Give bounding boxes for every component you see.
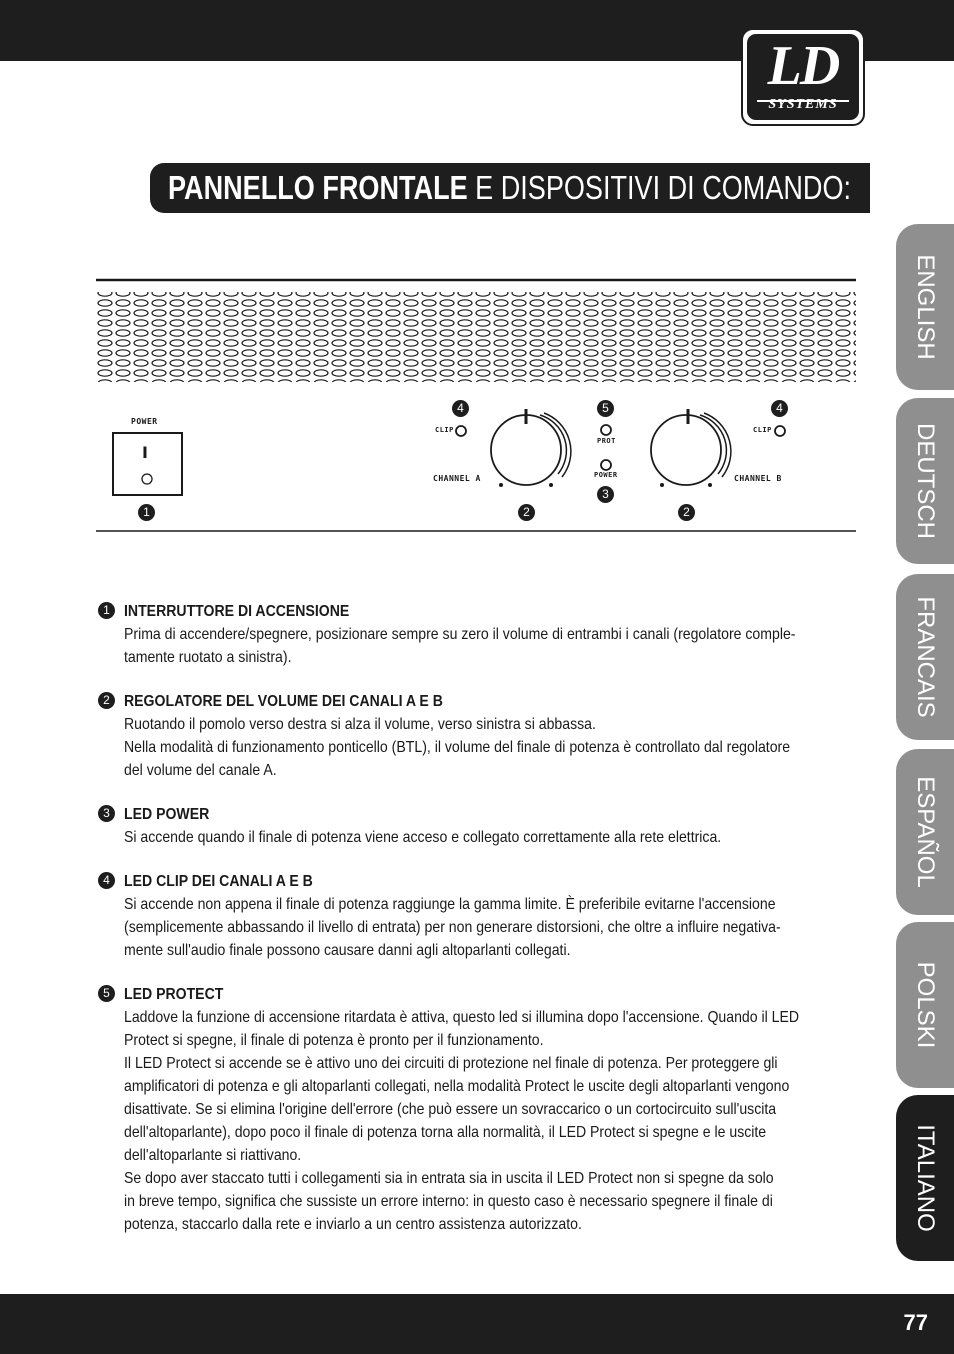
tab-francais[interactable]: [896, 574, 954, 740]
descriptions: [96, 600, 856, 1257]
ld-systems-logo: [741, 28, 865, 126]
item-text-line: mente sull'audio finale possono causare danni agli altoparlanti collegati.: [124, 942, 571, 959]
item-text-line: tamente ruotato a sinistra).: [124, 649, 292, 666]
logo-background: [747, 34, 859, 120]
callout-badge-1: 1: [138, 504, 155, 521]
callout-badge-2a: 2: [518, 504, 535, 521]
tab-francais-label: FRANCAIS: [912, 596, 939, 718]
callout-badge-3: 3: [597, 486, 614, 503]
power-led: [601, 460, 611, 470]
item-number-badge: 5: [98, 985, 115, 1002]
page-number: 77: [903, 1310, 928, 1335]
prot-label: PROT: [597, 437, 616, 445]
power-led-label: POWER: [594, 471, 618, 479]
item-text-line: disattivate. Se si elimina l'origine dell'errore (che può essere un sovraccarico o un cortocircuito sull'uscita: [124, 1101, 777, 1118]
clip-a-label: CLIP: [435, 426, 454, 434]
channel-a-label: CHANNEL A: [433, 474, 481, 483]
clip-a-led: [456, 426, 466, 436]
page-title-bold: PANNELLO FRONTALE: [168, 169, 468, 206]
page-title-rest: E DISPOSITIVI DI COMANDO:: [467, 169, 852, 206]
tab-italiano-label: ITALIANO: [912, 1124, 939, 1232]
description-item-3: [96, 803, 856, 849]
bottom-bar: [0, 1294, 954, 1354]
tab-polski[interactable]: [896, 922, 954, 1088]
item-text-line: Il LED Protect si accende se è attivo uno dei circuiti di protezione nel finale di potenza. Per proteggere gli: [124, 1055, 778, 1072]
ventilation-grill: [96, 292, 856, 382]
item-text-line: (semplicemente abbassando il livello di entrata) per non generare distorsioni, che oltre a influire negativa-: [124, 919, 781, 936]
item-text-line: dell'altoparlante), dopo poco il finale di potenza torna alla normalità, il LED Protect si spegne e le uscite: [124, 1124, 767, 1141]
channel-b-label: CHANNEL B: [734, 474, 782, 483]
power-switch-label: POWER: [131, 417, 158, 426]
tab-italiano[interactable]: [896, 1095, 954, 1261]
tab-polski-label: POLSKI: [912, 961, 939, 1049]
item-number-badge: 4: [98, 872, 115, 889]
item-text-line: Si accende non appena il finale di potenza raggiunge la gamma limite. È preferibile evitarne l'accensione: [124, 896, 776, 913]
volume-knob-b: [651, 409, 731, 487]
description-item-1: [96, 600, 856, 669]
callout-badge-4b: 4: [771, 400, 788, 417]
switch-on-mark: I: [142, 443, 149, 462]
prot-led: [601, 425, 611, 435]
callout-badge-2b: 2: [678, 504, 695, 521]
item-text-line: Si accende quando il finale di potenza viene acceso e collegato correttamente alla rete elettrica.: [124, 829, 722, 846]
item-text-line: Nella modalità di funzionamento ponticello (BTL), il volume del finale di potenza è controllato dal regolatore: [124, 739, 791, 756]
item-title: REGOLATORE DEL VOLUME DEI CANALI A E B: [124, 693, 443, 710]
item-number-badge: 2: [98, 692, 115, 709]
tab-espanol-label: ESPAÑOL: [912, 776, 939, 888]
callout-badge-5: 5: [597, 400, 614, 417]
item-text-line: Ruotando il pomolo verso destra si alza il volume, verso sinistra si abbassa.: [124, 716, 596, 733]
callout-badge-4a: 4: [452, 400, 469, 417]
item-text-line: Laddove la funzione di accensione ritardata è attiva, questo led si illumina dopo l'accensione. Quando il LED: [124, 1009, 800, 1026]
item-text-line: Prima di accendere/spegnere, posizionare sempre su zero il volume di entrambi i canali (regolatore comple-: [124, 626, 796, 643]
tab-deutsch-label: DEUTSCH: [912, 422, 939, 540]
item-text-line: Se dopo aver staccato tutti i collegamenti sia in entrata sia in uscita il LED Protect non si spegne da solo: [124, 1170, 774, 1187]
clip-b-label: CLIP: [753, 426, 772, 434]
item-text-line: amplificatori di potenza e gli altoparlanti collegati, nella modalità Protect le uscite degli altoparlanti vengono: [124, 1078, 790, 1095]
item-text-line: in breve tempo, significa che sussiste un errore interno: in questo caso è necessario spegnere il finale di: [124, 1193, 773, 1210]
logo-main-text: LD: [767, 35, 839, 97]
front-panel-drawing: [96, 278, 856, 534]
description-item-5: [96, 983, 856, 1236]
item-number-badge: 3: [98, 805, 115, 822]
volume-knob-a: [491, 409, 571, 487]
logo-sub-text: SYSTEMS: [768, 97, 838, 112]
item-number-badge: 1: [98, 602, 115, 619]
page-title: [168, 168, 851, 208]
section-title-bar: [150, 163, 870, 213]
description-item-4: [96, 870, 856, 962]
item-title: INTERRUTTORE DI ACCENSIONE: [124, 603, 350, 620]
item-text-line: dell'altoparlante si riattivano.: [124, 1147, 302, 1164]
item-text-line: del volume del canale A.: [124, 762, 277, 779]
tab-english-label: ENGLISH: [912, 254, 939, 360]
power-switch-indicator: [142, 474, 152, 484]
item-title: LED CLIP DEI CANALI A E B: [124, 873, 313, 890]
tab-english[interactable]: [896, 224, 954, 390]
front-panel-diagram: [96, 278, 856, 534]
tab-espanol[interactable]: [896, 749, 954, 915]
item-title: LED POWER: [124, 806, 210, 823]
tab-deutsch[interactable]: [896, 398, 954, 564]
item-text-line: potenza, staccarlo dalla rete e inviarlo a un centro assistenza autorizzato.: [124, 1216, 582, 1233]
description-item-2: [96, 690, 856, 782]
item-title: LED PROTECT: [124, 986, 224, 1003]
clip-b-led: [775, 426, 785, 436]
item-text-line: Protect si spegne, il finale di potenza è pronto per il funzionamento.: [124, 1032, 544, 1049]
